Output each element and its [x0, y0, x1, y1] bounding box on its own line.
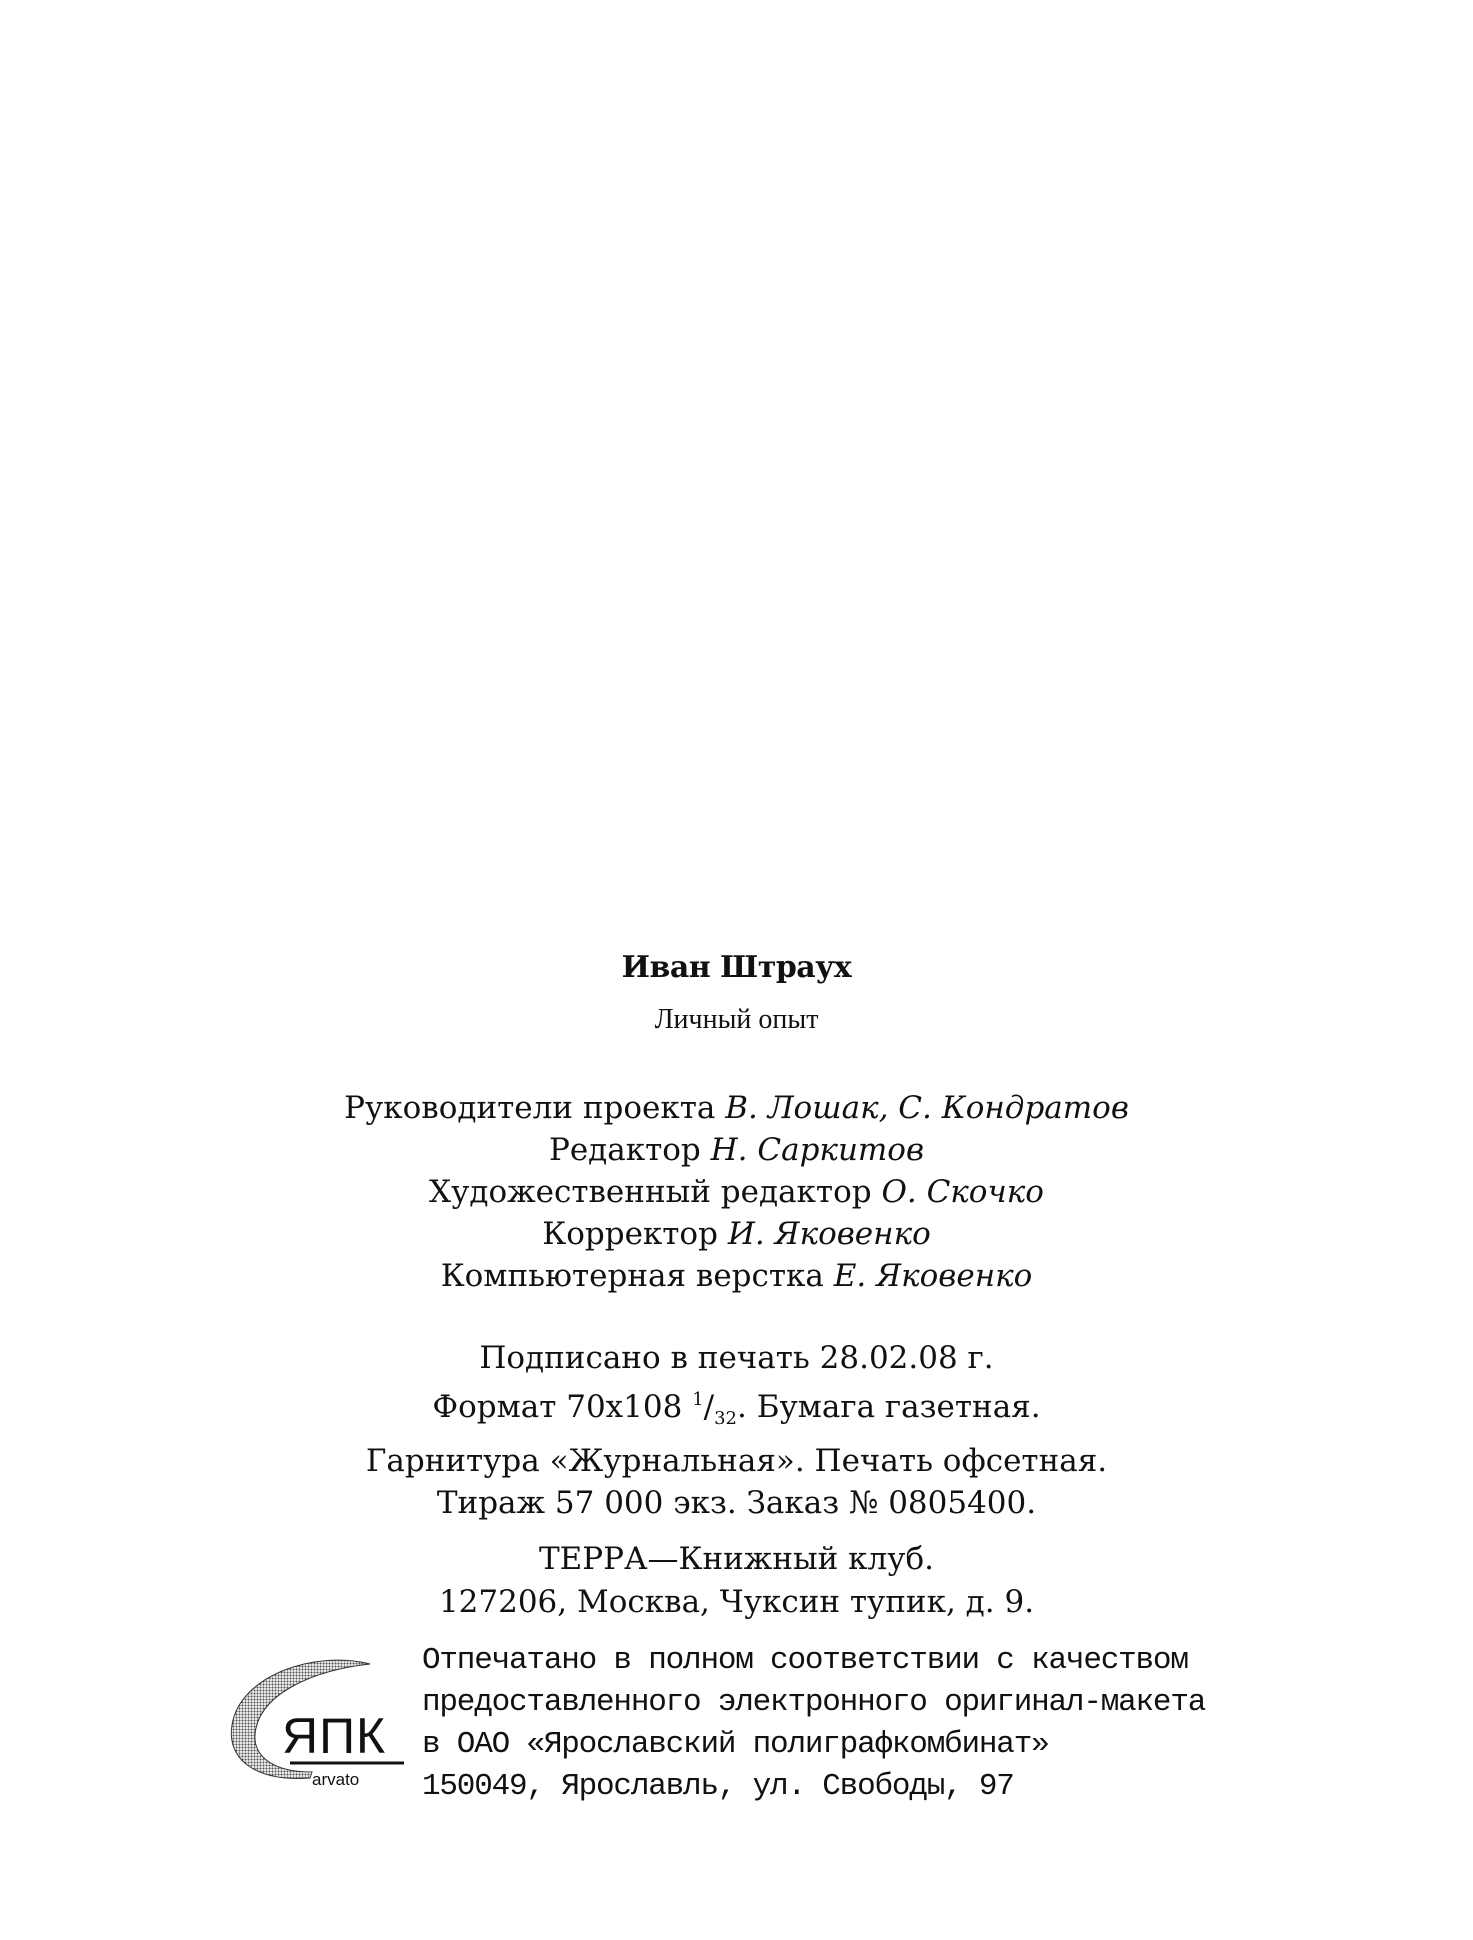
signed-date: Подписано в печать 28.02.08 г. — [479, 1340, 994, 1376]
credit-name: Е. Яковенко — [833, 1258, 1033, 1294]
publisher-name: ТЕРРА—Книжный клуб. — [538, 1541, 934, 1577]
format-suffix: . Бумага газетная. — [737, 1389, 1041, 1425]
credit-line — [0, 1213, 1473, 1255]
credit-name: О. Скочко — [881, 1174, 1044, 1210]
credit-role: Редактор — [548, 1132, 701, 1168]
format-fraction-numerator: 1 — [692, 1389, 704, 1410]
format-prefix: Формат 70x108 — [432, 1389, 683, 1425]
credits-block — [0, 1087, 1473, 1297]
credit-line — [0, 1087, 1473, 1129]
typeface-line: Гарнитура «Журнальная». Печать офсетная. — [365, 1443, 1108, 1479]
printer-line: в ОАО «Ярославский полиграфкомбинат» — [422, 1727, 1049, 1762]
logo-text: ЯПК — [282, 1708, 387, 1764]
printer-line: 150049, Ярославль, ул. Свободы, 97 — [422, 1769, 1014, 1804]
printer-line: Отпечатано в полном соответствии с качеством — [422, 1643, 1188, 1678]
print-info-block — [0, 1337, 1473, 1524]
credit-line — [0, 1255, 1473, 1297]
printer-block — [422, 1640, 1322, 1808]
book-author: Иван Штраух — [621, 950, 852, 985]
printer-logo — [220, 1650, 410, 1795]
credit-name: В. Лошак, С. Кондратов — [725, 1090, 1129, 1126]
publisher-address: 127206, Москва, Чуксин тупик, д. 9. — [438, 1584, 1035, 1620]
credit-role: Корректор — [542, 1216, 718, 1252]
credit-role: Руководители проекта — [344, 1090, 716, 1126]
credit-role: Компьютерная верстка — [440, 1258, 824, 1294]
credit-name: Н. Саркитов — [710, 1132, 925, 1168]
credit-line — [0, 1129, 1473, 1171]
printer-line: предоставленного электронного оригинал-макета — [422, 1685, 1206, 1720]
format-line: Формат 70x108 $^1/_{32}$. Бумага газетная. — [432, 1389, 1041, 1429]
print-run-line: Тираж 57 000 экз. Заказ № 0805400. — [436, 1485, 1037, 1521]
format-fraction-denominator: 32 — [714, 1408, 737, 1429]
logo-subtext: arvato — [312, 1770, 360, 1789]
credit-line — [0, 1171, 1473, 1213]
credit-role: Художественный редактор — [429, 1174, 872, 1210]
credit-name: И. Яковенко — [727, 1216, 931, 1252]
publisher-block — [0, 1538, 1473, 1624]
book-title: Личный опыт — [654, 1004, 819, 1035]
